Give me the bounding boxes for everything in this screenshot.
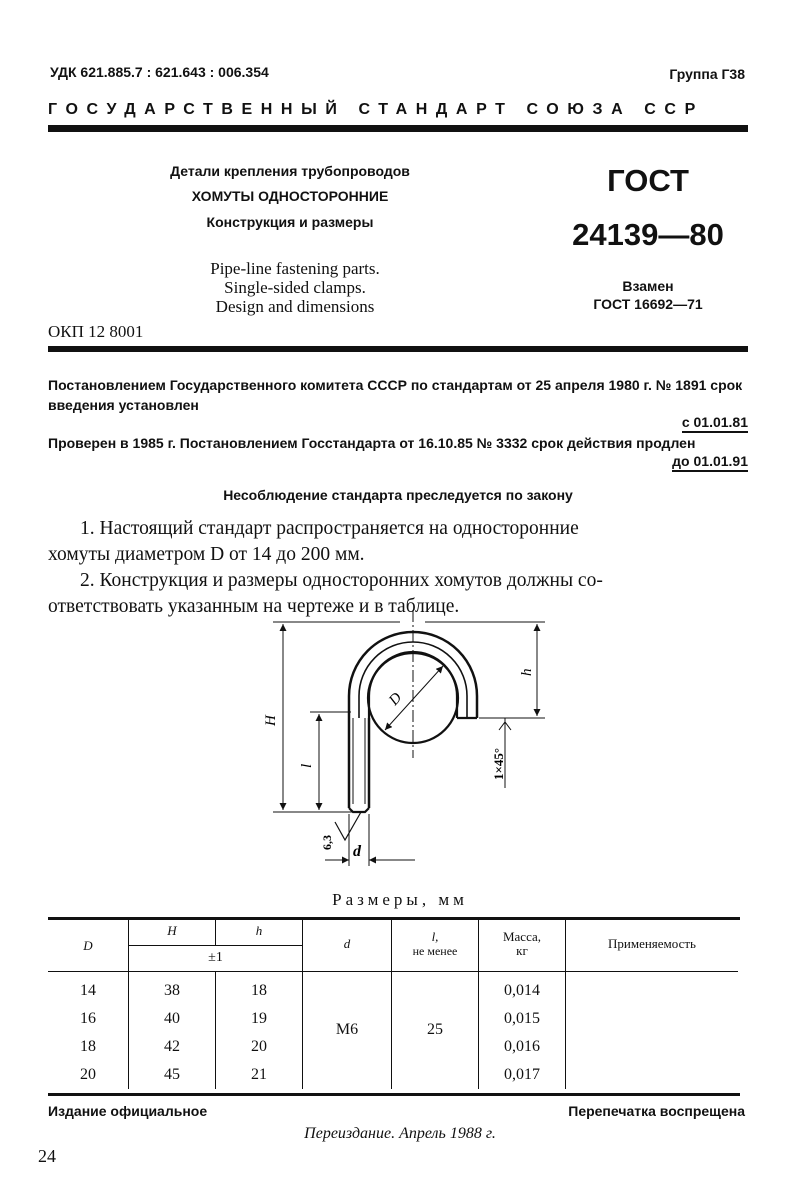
official-edition: Издание официальное	[48, 1103, 208, 1119]
reprint-prohibited: Перепечатка воспрещена	[568, 1103, 745, 1119]
header-mass-unit: кг	[516, 942, 528, 958]
state-standard-heading: ГОСУДАРСТВЕННЫЙ СТАНДАРТ СОЮЗА ССР	[48, 101, 704, 118]
cell-H: 45	[129, 1061, 216, 1089]
cell-use	[566, 971, 739, 1089]
dimensions-table	[48, 917, 738, 1089]
cell-H: 42	[129, 1033, 216, 1061]
cell-D: 20	[48, 1061, 129, 1089]
cell-mass: 0,014	[479, 971, 566, 1005]
decree-text-1: Постановлением Государственного комитета СССР по стандартам от 25 апреля 1980 г. № 1891 срок введения установлен	[48, 377, 743, 413]
header-rule	[48, 125, 748, 132]
header-h: h	[216, 917, 303, 945]
label-d: d	[353, 843, 361, 860]
label-l: l	[299, 763, 315, 768]
paragraph-1-line-1: 1. Настоящий стандарт распространяется на односторонние	[80, 518, 579, 539]
header-D: D	[48, 917, 129, 971]
english-title-3: Design and dimensions	[215, 297, 375, 316]
reissue-note: Переиздание. Апрель 1988 г.	[304, 1125, 496, 1142]
cell-D: 16	[48, 1005, 129, 1033]
gost-number: 24139—80	[572, 217, 724, 252]
table-bottom-rule	[48, 1093, 740, 1096]
table-caption: Размеры, мм	[332, 890, 468, 909]
english-title-1: Pipe-line fastening parts.	[210, 259, 380, 278]
header-mass	[479, 917, 566, 971]
header-tolerance: ±1	[129, 945, 303, 971]
label-roughness: 6,3	[320, 835, 334, 850]
okp-code: ОКП 12 8001	[48, 322, 144, 341]
header-l-symbol: l,	[431, 928, 439, 944]
paragraph-2-line-1: 2. Конструкция и размеры односторонних хомутов должны со-	[80, 570, 603, 591]
group-code: Группа Г38	[669, 66, 745, 82]
cell-mass: 0,015	[479, 1005, 566, 1033]
page-number: 24	[38, 1146, 56, 1166]
header-l	[392, 917, 479, 971]
gost-label: ГОСТ	[607, 163, 689, 198]
extended-date: до 01.01.91	[672, 453, 748, 472]
udk-code: УДК 621.885.7 : 621.643 : 006.354	[50, 64, 269, 80]
cell-h: 18	[216, 971, 303, 1005]
replaces-label: Взамен	[622, 278, 674, 294]
table-row	[48, 971, 738, 1005]
title-line-3: Конструкция и размеры	[206, 214, 374, 230]
paragraph-2-line-2: ответствовать указанным на чертеже и в таблице.	[48, 596, 460, 617]
cell-mass: 0,017	[479, 1061, 566, 1089]
cell-h: 20	[216, 1033, 303, 1061]
header-use: Применяемость	[566, 917, 739, 971]
decree-text-2: Проверен в 1985 г. Постановлением Госстандарта от 16.10.85 № 3332 срок действия продлен	[48, 435, 696, 451]
cell-h: 19	[216, 1005, 303, 1033]
label-h: h	[519, 668, 535, 676]
header-mass-label: Масса,	[502, 928, 542, 944]
cell-mass: 0,016	[479, 1033, 566, 1061]
header-d: d	[303, 917, 392, 971]
cell-H: 38	[129, 971, 216, 1005]
paragraph-1	[48, 516, 744, 568]
label-D: D	[386, 689, 406, 709]
cell-l: 25	[392, 971, 479, 1089]
effective-date: с 01.01.81	[682, 414, 748, 433]
label-H: H	[263, 715, 279, 726]
legal-warning: Несоблюдение стандарта преследуется по закону	[223, 487, 573, 503]
title-line-2: ХОМУТЫ ОДНОСТОРОННИЕ	[191, 188, 389, 204]
paragraph-1-line-2: хомуты диаметром D от 14 до 200 мм.	[48, 544, 365, 565]
roughness-symbol	[335, 812, 361, 840]
label-chamfer: 1×45°	[491, 747, 506, 780]
replaced-standard: ГОСТ 16692—71	[593, 296, 703, 312]
cell-d: М6	[303, 971, 392, 1089]
cell-h: 21	[216, 1061, 303, 1089]
header-l-note: не менее	[412, 943, 458, 958]
cell-D: 18	[48, 1033, 129, 1061]
cell-D: 14	[48, 971, 129, 1005]
header-H: H	[129, 917, 216, 945]
english-title-2: Single-sided clamps.	[224, 278, 366, 297]
cell-H: 40	[129, 1005, 216, 1033]
clamp-drawing	[255, 608, 565, 878]
leg-chamfer	[349, 808, 369, 812]
title-rule	[48, 346, 748, 352]
title-line-1: Детали крепления трубопроводов	[170, 163, 410, 179]
